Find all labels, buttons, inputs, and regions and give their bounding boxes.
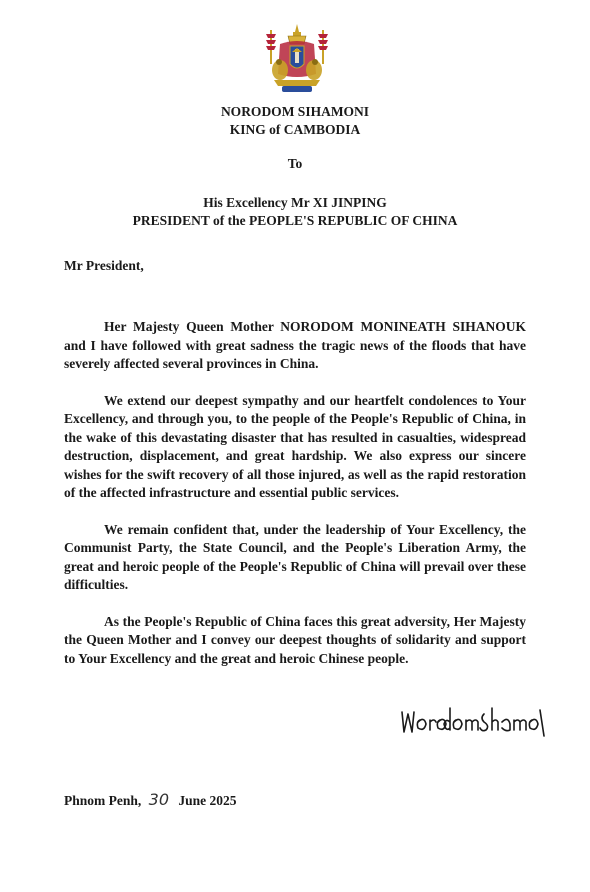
paragraph: We remain confident that, under the leadership of Your Excellency, the Communist Party, the State Council, and the People's Liberation Army, the great and heroic people of the People's Republic of China will prevail over these difficulties.: [64, 521, 526, 592]
handwritten-signature: [398, 700, 546, 744]
closing-month-year: June 2025: [178, 793, 237, 808]
paragraph: As the People's Republic of China faces this great adversity, Her Majesty the Queen Mother and I convey our deepest thoughts of solidarity and support to Your Excellency and the great and heroic Chinese people.: [64, 613, 526, 666]
closing-place: Phnom Penh,: [64, 793, 142, 808]
sender-name: NORODOM SIHAMONI: [220, 104, 370, 119]
letter-body: [64, 318, 526, 686]
recipient-name: His Excellency Mr XI JINPING: [203, 195, 387, 210]
paragraph: Her Majesty Queen Mother NORODOM MONINEATH SIHANOUK and I have followed with great sadness the tragic news of the floods that have severely affected several provinces in China.: [64, 319, 526, 371]
closing-date-line: [64, 790, 237, 809]
sender-title: KING of CAMBODIA: [229, 122, 361, 137]
paragraph: We extend our deepest sympathy and our heartfelt condolences to Your Excellency, and through you, to the people of the People's Republic of China, in the wake of this devastating disaster that has resulted in casualties, widespread destruction, displacement, and great hardship. We also express our sincere wishes for the swift recovery of all those injured, as well as the rapid restoration of the affected infrastructure and essential public services.: [64, 392, 526, 500]
royal-arms-emblem-icon: [262, 22, 332, 94]
closing-day-handwritten: 30: [148, 790, 169, 809]
to-label: To: [287, 156, 303, 171]
salutation: Mr President,: [64, 258, 144, 273]
recipient-title: PRESIDENT of the PEOPLE'S REPUBLIC OF CHINA: [132, 213, 458, 228]
